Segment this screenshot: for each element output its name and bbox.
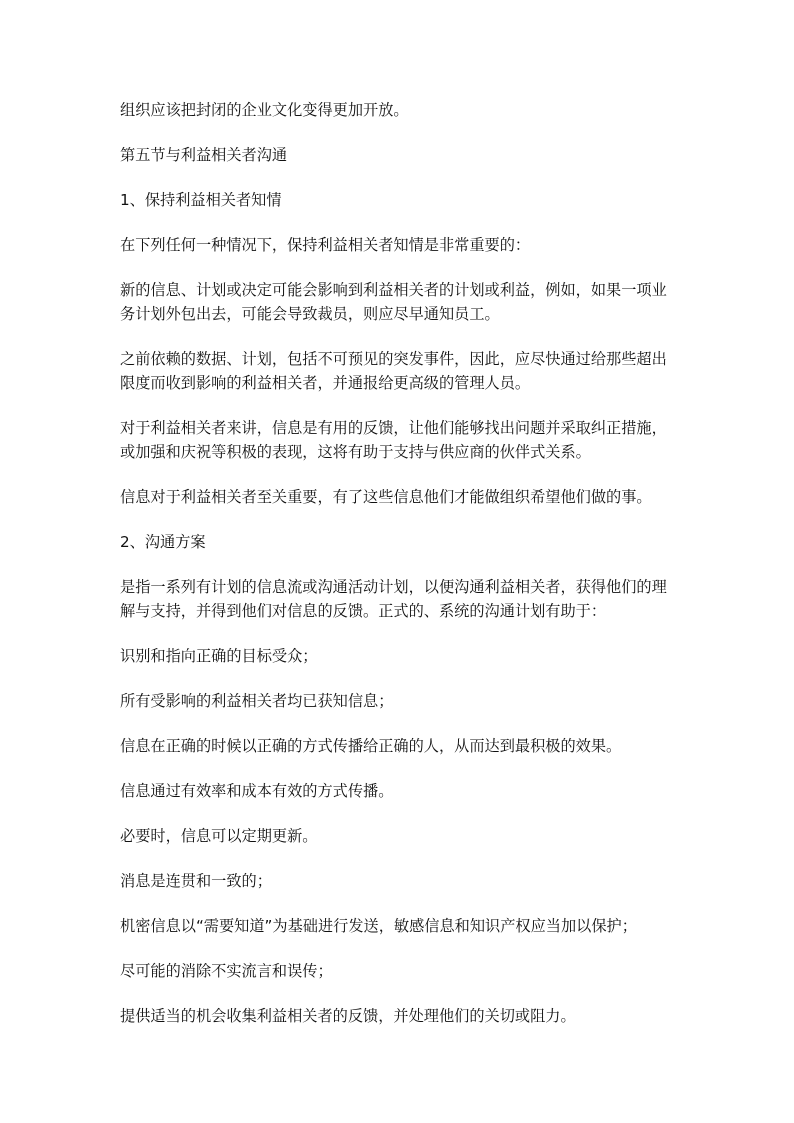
list-item: 消息是连贯和一致的； <box>120 872 272 890</box>
list-item: 尽可能的消除不实流言和误传； <box>120 962 333 980</box>
paragraph-new-info: 新的信息、计划或决定可能会影响到利益相关者的计划或利益，例如，如果一项业务计划外包出去，可能会导致裁员，则应尽早通知员工。 <box>120 281 667 323</box>
list-item: 提供适当的机会收集利益相关者的反馈，并处理他们的关切或阻力。 <box>120 1007 576 1025</box>
list-item: 所有受影响的利益相关者均已获知信息； <box>120 692 394 710</box>
list-item: 机密信息以“需要知道”为基础进行发送，敏感信息和知识产权应当加以保护； <box>120 917 637 935</box>
document-body <box>120 98 676 1049</box>
paragraph-condition: 在下列任何一种情况下，保持利益相关者知情是非常重要的： <box>120 236 531 254</box>
list-item: 必要时，信息可以定期更新。 <box>120 827 318 845</box>
paragraph-feedback: 对于利益相关者来讲，信息是有用的反馈，让他们能够找出问题并采取纠正措施，或加强和庆祝等积极的表现，这将有助于支持与供应商的伙伴式关系。 <box>120 419 667 461</box>
paragraph-intro: 组织应该把封闭的企业文化变得更加开放。 <box>120 101 409 119</box>
section-heading: 第五节与利益相关者沟通 <box>120 146 288 164</box>
subheading-communication-plan: 2、沟通方案 <box>120 533 206 551</box>
paragraph-importance: 信息对于利益相关者至关重要，有了这些信息他们才能做组织希望他们做的事。 <box>120 488 652 506</box>
list-item: 信息在正确的时候以正确的方式传播给正确的人，从而达到最积极的效果。 <box>120 737 622 755</box>
paragraph-plan-definition: 是指一系列有计划的信息流或沟通活动计划，以便沟通利益相关者，获得他们的理解与支持，并得到他们对信息的反馈。正式的、系统的沟通计划有助于： <box>120 578 667 620</box>
list-item: 识别和指向正确的目标受众； <box>120 647 318 665</box>
list-item: 信息通过有效率和成本有效的方式传播。 <box>120 782 394 800</box>
subheading-keep-informed: 1、保持利益相关者知情 <box>120 191 282 209</box>
paragraph-previous-data: 之前依赖的数据、计划，包括不可预见的突发事件，因此，应尽快通过给那些超出限度而收到影响的利益相关者，并通报给更高级的管理人员。 <box>120 350 667 392</box>
